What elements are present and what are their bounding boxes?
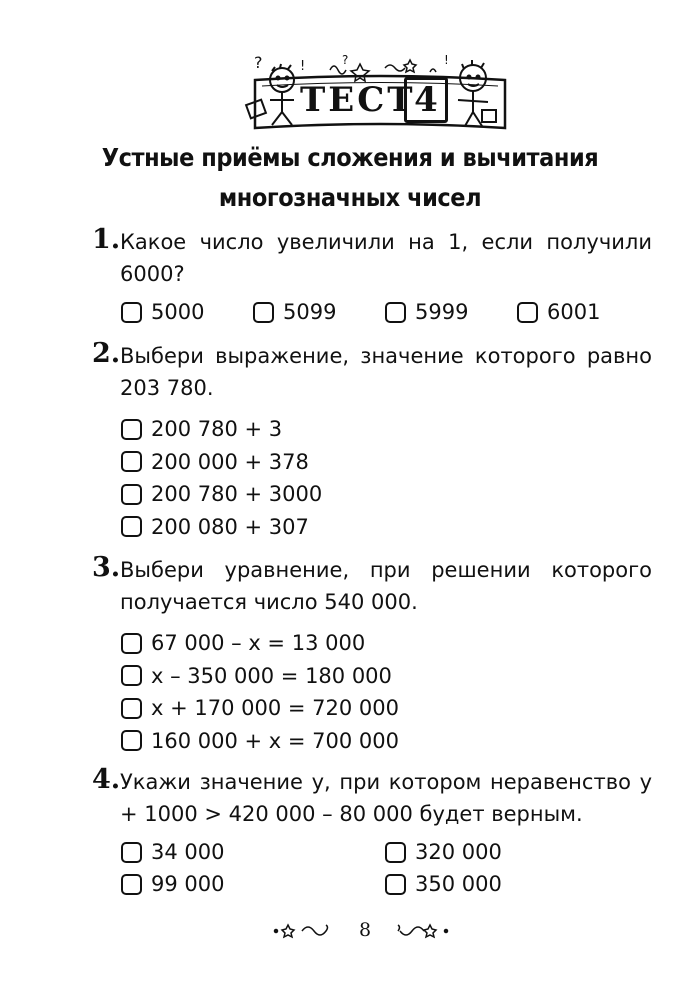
question-text: Укажи значение y, при котором неравенство y + 1000 > 420 000 – 80 000 будет верным. — [120, 770, 652, 826]
answer-option[interactable] — [385, 868, 585, 900]
question-1 — [92, 226, 652, 324]
answer-option[interactable] — [121, 868, 385, 900]
option-label: 200 000 + 378 — [151, 449, 309, 474]
answer-option[interactable] — [121, 725, 652, 758]
answer-option[interactable] — [121, 692, 652, 725]
option-label: 320 000 — [415, 840, 502, 864]
checkbox[interactable] — [385, 842, 406, 863]
answer-option[interactable] — [253, 300, 385, 324]
answer-option[interactable] — [121, 413, 652, 446]
option-label: x – 350 000 = 180 000 — [151, 663, 392, 688]
svg-text:!: ! — [444, 53, 449, 67]
question-3 — [92, 554, 652, 757]
option-label: 160 000 + x = 700 000 — [151, 728, 400, 753]
checkbox[interactable] — [517, 302, 538, 323]
answer-option[interactable] — [121, 511, 652, 544]
answer-option[interactable] — [121, 660, 652, 693]
answer-options — [121, 836, 652, 900]
answer-option[interactable] — [517, 300, 649, 324]
question-number: 3. — [92, 552, 121, 583]
option-label: 34 000 — [151, 840, 225, 864]
checkbox[interactable] — [121, 516, 142, 537]
answer-option[interactable] — [385, 300, 517, 324]
option-label: 5099 — [283, 300, 337, 324]
answer-option[interactable] — [121, 836, 385, 868]
checkbox[interactable] — [121, 698, 142, 719]
option-label: 5000 — [151, 300, 205, 324]
page-title-line1: Устные приёмы сложения и вычитания — [101, 143, 599, 172]
option-label: 200 080 + 307 — [151, 514, 309, 539]
checkbox[interactable] — [121, 484, 142, 505]
question-number: 1. — [92, 224, 121, 255]
answer-option[interactable] — [385, 836, 585, 868]
question-text: Какое число увеличили на 1, если получили 6000? — [120, 230, 652, 286]
checkbox[interactable] — [121, 842, 142, 863]
answer-options — [121, 627, 652, 757]
question-text: Выбери выражение, значение которого равно 203 780. — [120, 344, 652, 400]
checkbox[interactable] — [385, 874, 406, 895]
checkbox[interactable] — [121, 730, 142, 751]
test-number: 4 — [404, 77, 448, 123]
option-label: x + 170 000 = 720 000 — [151, 696, 400, 721]
svg-text:?: ? — [342, 53, 349, 67]
checkbox[interactable] — [121, 633, 142, 654]
answer-option[interactable] — [121, 446, 652, 479]
checkbox[interactable] — [121, 874, 142, 895]
checkbox[interactable] — [121, 419, 142, 440]
svg-text:?: ? — [254, 53, 263, 72]
page-number: 8 — [358, 919, 372, 941]
question-2 — [92, 340, 652, 543]
test-header — [0, 50, 700, 140]
option-label: 99 000 — [151, 872, 225, 896]
answer-options — [121, 413, 652, 543]
option-label: 6001 — [547, 300, 601, 324]
checkbox[interactable] — [121, 302, 142, 323]
checkbox[interactable] — [253, 302, 274, 323]
checkbox[interactable] — [121, 451, 142, 472]
question-4 — [92, 766, 652, 900]
answer-options — [121, 300, 652, 324]
option-label: 350 000 — [415, 872, 502, 896]
option-label: 67 000 – x = 13 000 — [151, 631, 366, 656]
boy-right-icon — [458, 60, 496, 126]
question-text: Выбери уравнение, при решении которого получается число 540 000. — [120, 558, 652, 614]
checkbox[interactable] — [385, 302, 406, 323]
option-label: 200 780 + 3000 — [151, 482, 323, 507]
svg-text:!: ! — [300, 59, 306, 74]
question-number: 2. — [92, 338, 121, 369]
answer-option[interactable] — [121, 300, 253, 324]
checkbox[interactable] — [121, 665, 142, 686]
answer-option[interactable] — [121, 627, 652, 660]
option-label: 200 780 + 3 — [151, 417, 283, 442]
answer-option[interactable] — [121, 478, 652, 511]
test-label: ТЕСТ — [300, 80, 416, 120]
option-label: 5999 — [415, 300, 469, 324]
page-title-line2: многозначных чисел — [218, 183, 482, 212]
question-number: 4. — [92, 764, 121, 795]
